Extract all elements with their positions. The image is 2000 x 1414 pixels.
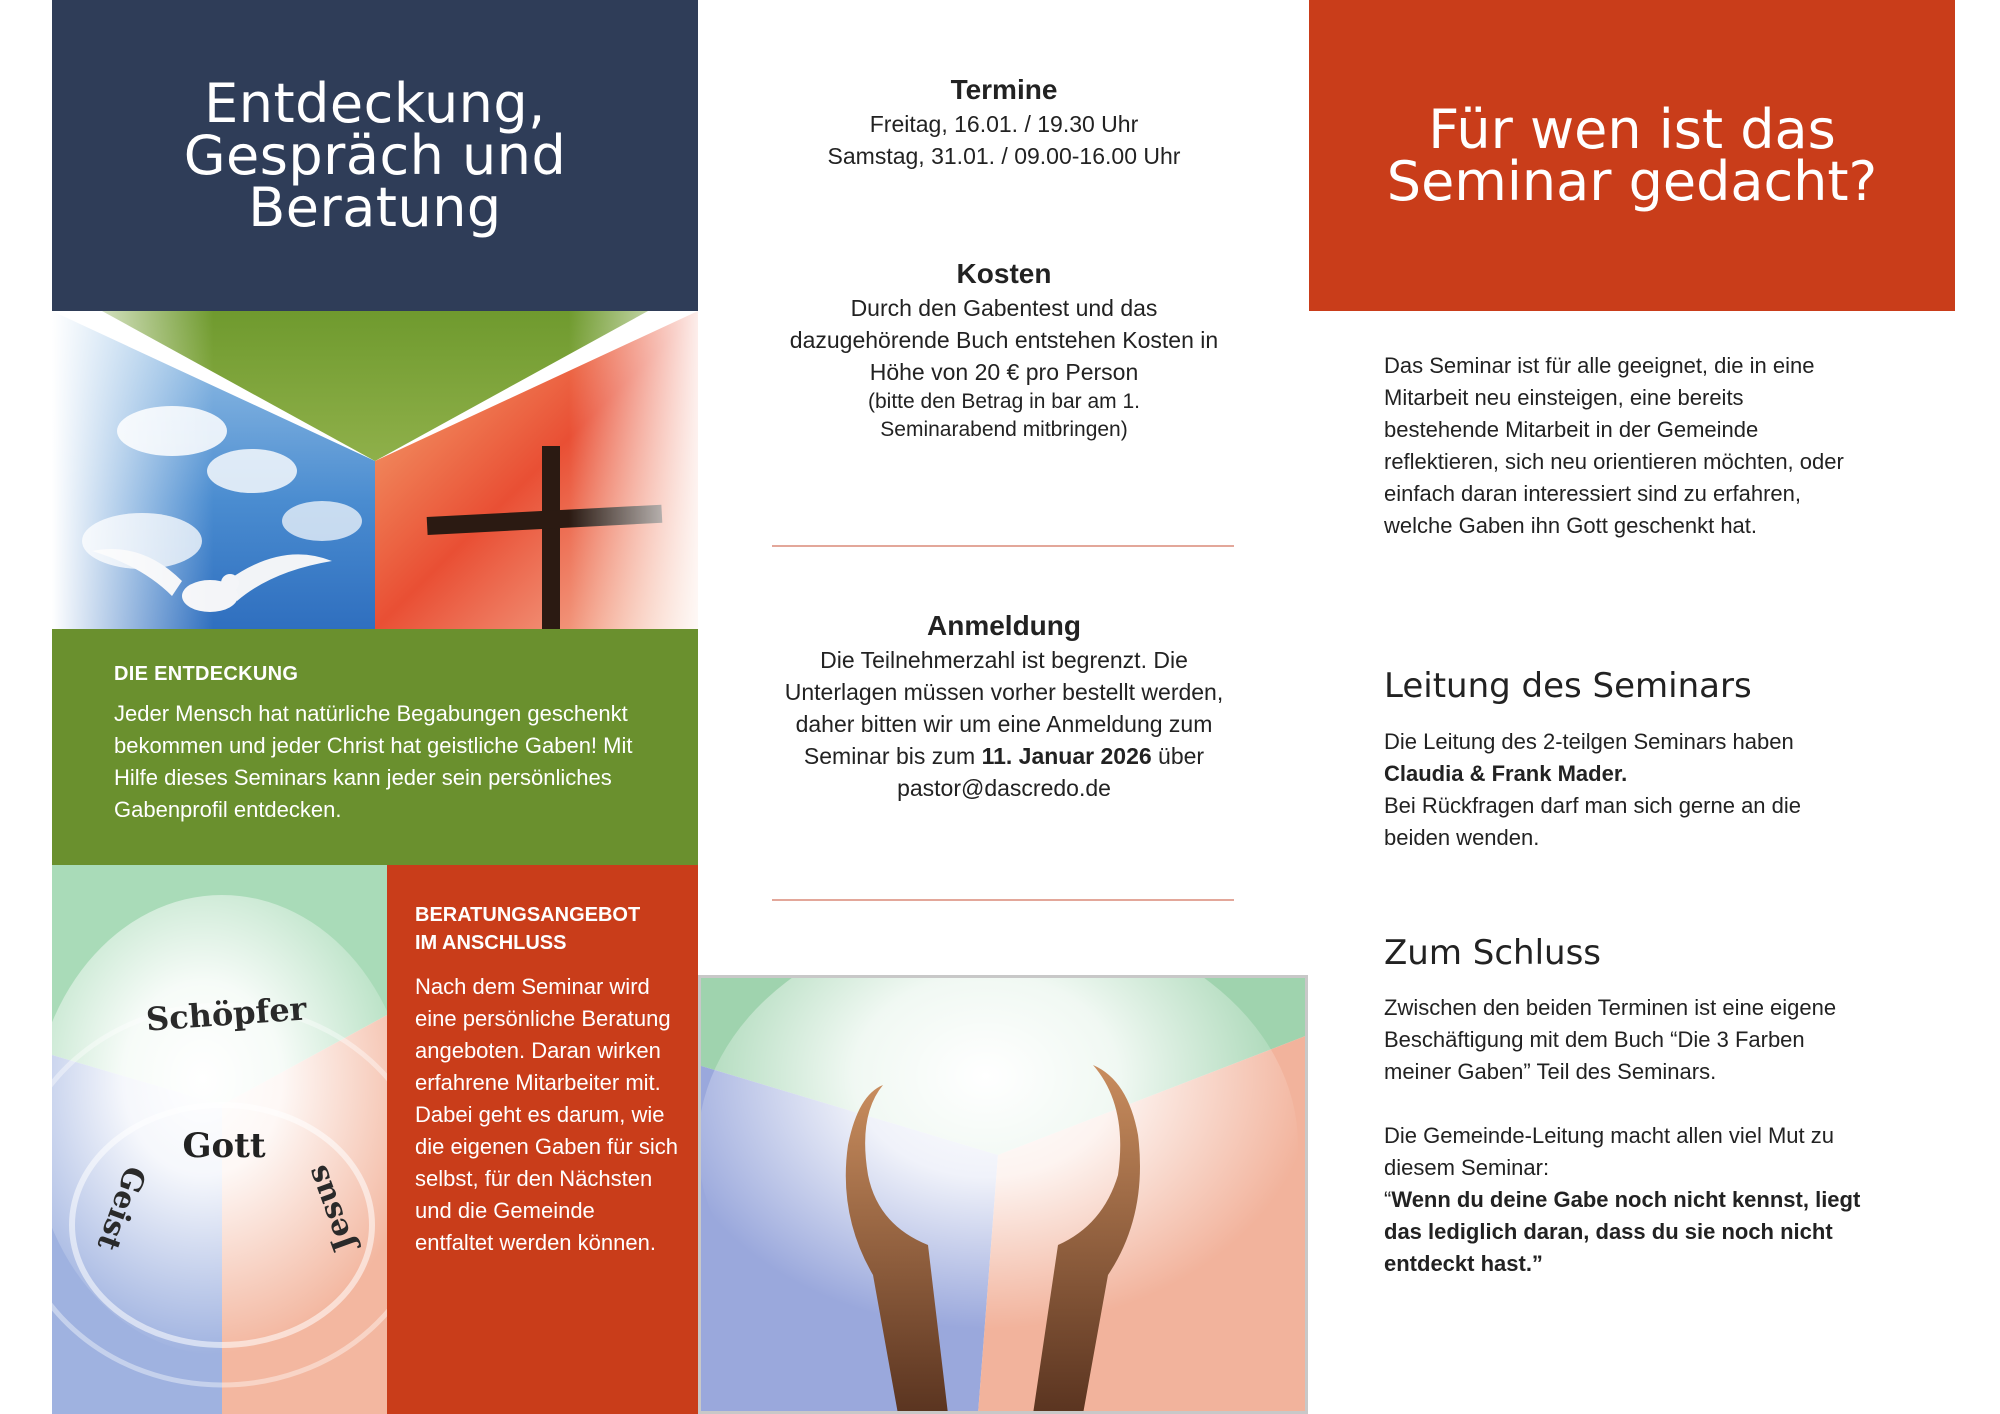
audience-paragraph: Das Seminar ist für alle geeignet, die in eine Mitarbeit neu einsteigen, eine bereits bestehende Mitarbeit in der Gemeinde reflektieren, sich neu orientieren möchten, oder einfach daran interessiert sind zu erfahren, welche Gaben ihn Gott geschenkt hat. (1384, 353, 1844, 538)
dates-section (770, 72, 1238, 172)
circle-word-right: Jesus (299, 1160, 363, 1256)
lead-heading: Leitung des Seminars (1384, 666, 1752, 706)
registration-text-start: Die Teilnehmerzahl ist begrenzt. Die Unterlagen müssen vorher bestellt werden, daher bitten wir um eine Anmeldung zum Seminar bis zum (784, 647, 1224, 769)
costs-heading: Kosten (956, 258, 1052, 289)
advice-text: Nach dem Seminar wird eine persönliche Beratung angeboten. Daran wirken erfahrene Mitarbeiter mit. Dabei geht es darum, wie die eigenen Gaben für sich selbst, für den Nächsten und die Gemeinde entfaltet werden können. (415, 974, 678, 1255)
left-title: Entdeckung, Gespräch und Beratung (183, 71, 567, 239)
closing-heading: Zum Schluss (1384, 933, 1602, 973)
left-title-block (52, 0, 698, 311)
registration-text (770, 644, 1238, 772)
dates-line-1: Freitag, 16.01. / 19.30 Uhr (869, 111, 1139, 137)
registration-deadline: 11. Januar 2026 (981, 743, 1152, 769)
quote-text: Wenn du deine Gabe noch nicht kennst, liegt das lediglich daran, dass du sie noch nicht entdeckt hast.” (1384, 1187, 1861, 1276)
circle-word-left: Geist (89, 1161, 153, 1256)
lead-intro: Die Leitung des 2-teilgen Seminars haben (1384, 729, 1794, 754)
lead-text (1384, 726, 1864, 854)
costs-text: Durch den Gabentest und das dazugehörende Buch entstehen Kosten in Höhe von 20 € pro Person (789, 295, 1219, 385)
audience-text (1384, 350, 1864, 542)
circle-word-center: Gott (182, 1126, 266, 1166)
advice-heading: BERATUNGSANGEBOT IM ANSCHLUSS (415, 904, 641, 954)
dates-line-2: Samstag, 31.01. / 09.00-16.00 Uhr (827, 143, 1181, 169)
discovery-section (52, 629, 698, 865)
discovery-text: Jeder Mensch hat natürliche Begabungen geschenkt bekommen und jeder Christ hat geistliche Gaben! Mit Hilfe dieses Seminars kann jeder sein persönliches Gabenprofil entdecken. (114, 701, 633, 822)
sky-grass-cross-illustration (52, 311, 698, 629)
quote-open-mark: “ (1384, 1187, 1392, 1212)
hands-illustration (698, 975, 1308, 1414)
registration-email[interactable]: pastor@dascredo.de (897, 775, 1111, 801)
trinity-circle-image (52, 865, 387, 1414)
closing-paragraph-1: Zwischen den beiden Terminen ist eine eigene Beschäftigung mit dem Buch “Die 3 Farben meiner Gaben” Teil des Seminars. (1384, 995, 1837, 1084)
costs-section (770, 256, 1238, 444)
lead-names: Claudia & Frank Mader. (1384, 761, 1628, 786)
registration-section (770, 608, 1238, 804)
dates-heading: Termine (950, 74, 1058, 105)
divider (772, 545, 1234, 547)
hands-image (698, 975, 1308, 1414)
discovery-heading: DIE ENTDECKUNG (114, 663, 299, 685)
trinity-circle-illustration (52, 865, 387, 1414)
right-title: Für wen ist das Seminar gedacht? (1386, 97, 1878, 213)
right-title-block (1309, 0, 1955, 311)
advice-section (387, 865, 698, 1414)
circle-word-top: Schöpfer (144, 989, 308, 1039)
lead-outro: Bei Rückfragen darf man sich gerne an die beiden wenden. (1384, 793, 1802, 850)
closing-quote (1384, 1184, 1864, 1280)
closing-paragraph-2: Die Gemeinde-Leitung macht allen viel Mut zu diesem Seminar: (1384, 1123, 1835, 1180)
sky-grass-cross-image (52, 311, 698, 629)
registration-text-end: über (1151, 743, 1205, 769)
costs-note: (bitte den Betrag in bar am 1. Seminarabend mitbringen) (868, 390, 1140, 441)
registration-heading: Anmeldung (927, 610, 1081, 641)
divider (772, 899, 1234, 901)
closing-text (1384, 992, 1864, 1280)
